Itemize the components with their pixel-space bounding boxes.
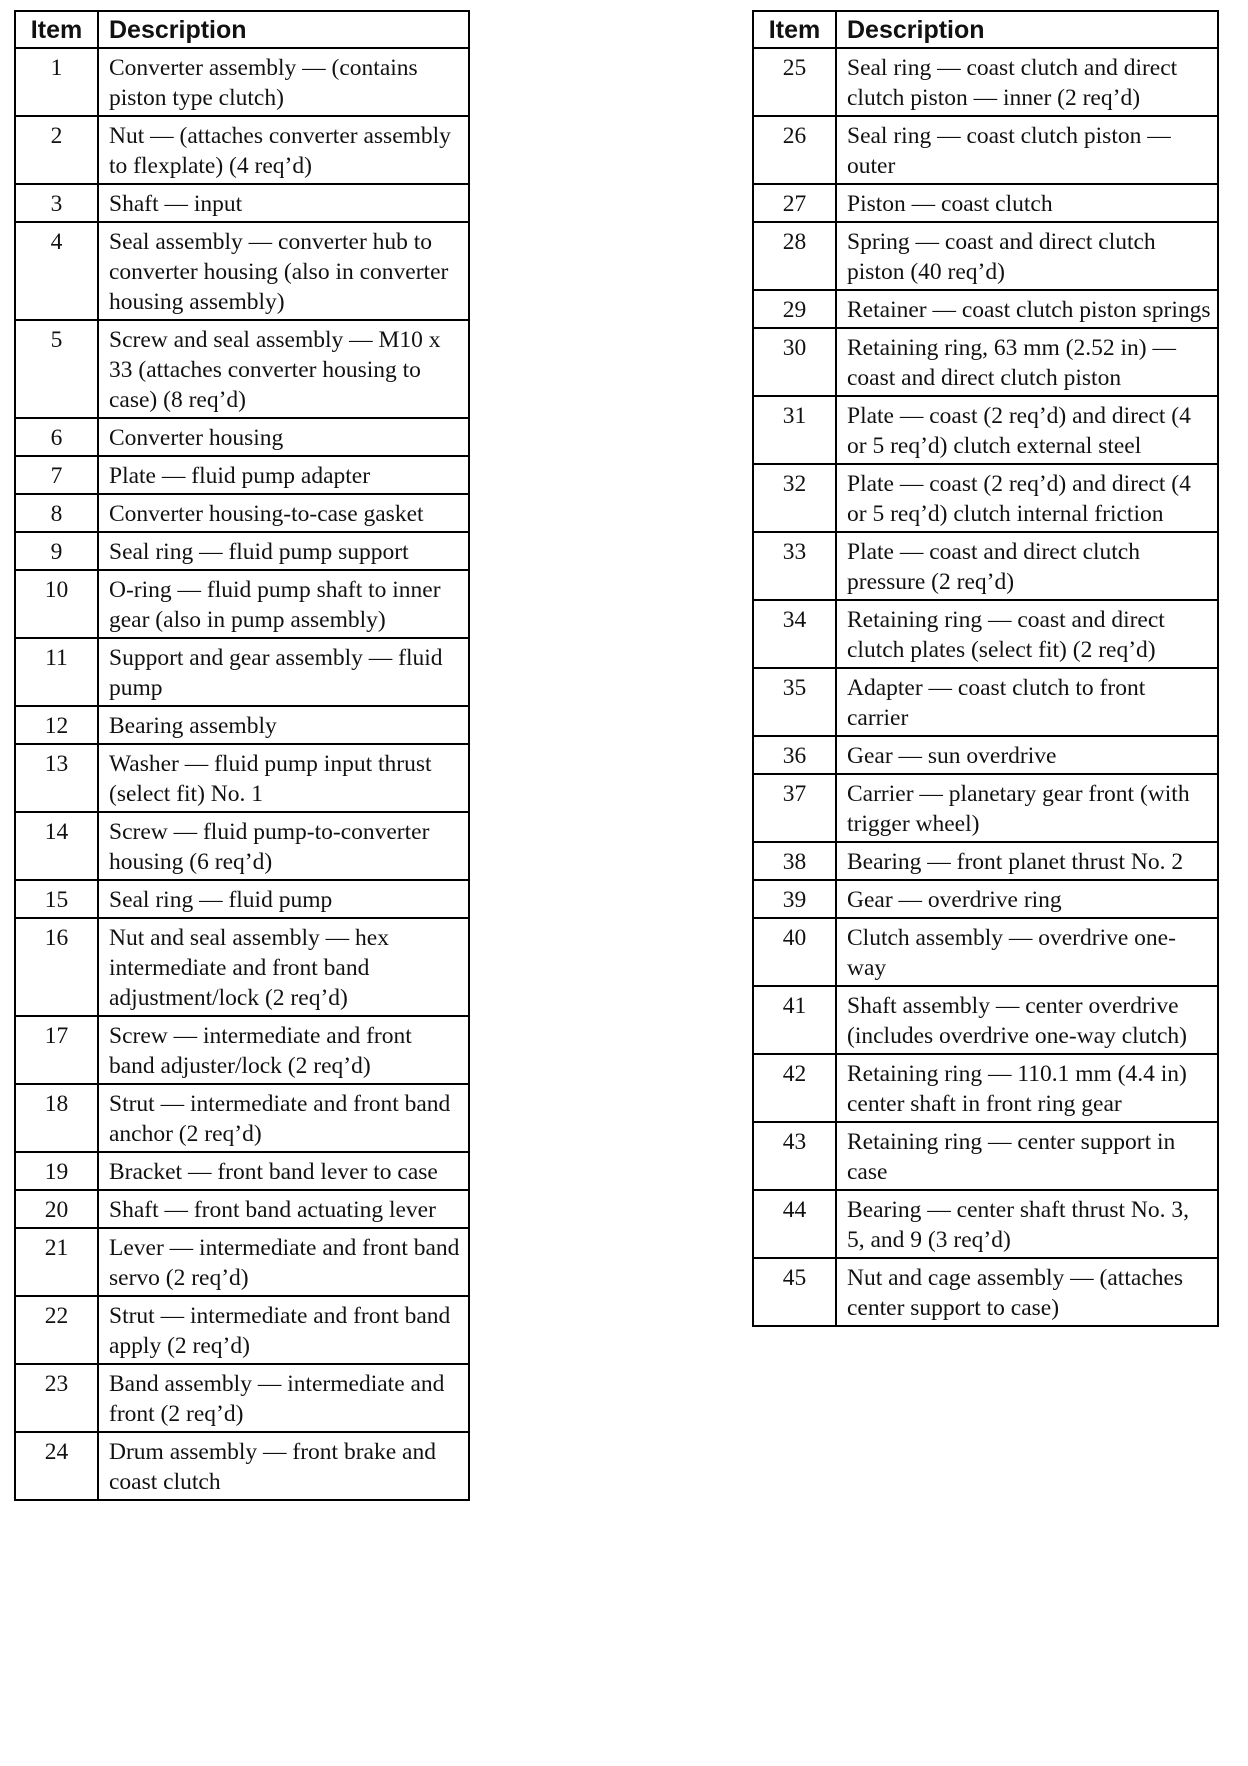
item-description: Screw — intermediate and front band adjuster/lock (2 req’d)	[98, 1016, 469, 1084]
table-row	[753, 328, 1218, 396]
item-description: Bracket — front band lever to case	[98, 1152, 469, 1190]
item-column-header: Item	[753, 11, 836, 48]
table-row	[753, 290, 1218, 328]
table-row	[15, 744, 469, 812]
table-row	[15, 570, 469, 638]
item-description: Converter assembly — (contains piston type clutch)	[98, 48, 469, 116]
table-row	[753, 396, 1218, 464]
item-number: 14	[15, 812, 98, 880]
item-description: Seal assembly — converter hub to converter housing (also in converter housing assembly)	[98, 222, 469, 320]
item-number: 18	[15, 1084, 98, 1152]
item-number: 24	[15, 1432, 98, 1500]
table-row	[15, 1432, 469, 1500]
table-row	[15, 706, 469, 744]
item-number: 12	[15, 706, 98, 744]
item-description: Bearing — front planet thrust No. 2	[836, 842, 1218, 880]
item-number: 36	[753, 736, 836, 774]
item-number: 39	[753, 880, 836, 918]
table-row	[753, 1190, 1218, 1258]
item-description: Spring — coast and direct clutch piston (40 req’d)	[836, 222, 1218, 290]
table-row	[753, 532, 1218, 600]
table-row	[753, 1258, 1218, 1326]
item-number: 30	[753, 328, 836, 396]
table-row	[753, 736, 1218, 774]
table-row	[753, 918, 1218, 986]
table-row	[15, 418, 469, 456]
item-number: 34	[753, 600, 836, 668]
table-row	[15, 184, 469, 222]
table-row	[15, 638, 469, 706]
item-description: Seal ring — fluid pump support	[98, 532, 469, 570]
item-number: 40	[753, 918, 836, 986]
table-row	[753, 464, 1218, 532]
table-row	[15, 222, 469, 320]
description-column-header: Description	[836, 11, 1218, 48]
table-row	[15, 1296, 469, 1364]
item-number: 29	[753, 290, 836, 328]
item-number: 42	[753, 1054, 836, 1122]
table-row	[753, 184, 1218, 222]
item-description: Seal ring — fluid pump	[98, 880, 469, 918]
item-number: 2	[15, 116, 98, 184]
table-row	[15, 812, 469, 880]
item-description: Screw and seal assembly — M10 x 33 (attaches converter housing to case) (8 req’d)	[98, 320, 469, 418]
table-row	[15, 494, 469, 532]
item-description: Adapter — coast clutch to front carrier	[836, 668, 1218, 736]
item-description: Nut and cage assembly — (attaches center support to case)	[836, 1258, 1218, 1326]
item-number: 26	[753, 116, 836, 184]
item-number: 32	[753, 464, 836, 532]
table-row	[15, 456, 469, 494]
parts-list-right	[753, 48, 1218, 1326]
item-number: 43	[753, 1122, 836, 1190]
item-number: 25	[753, 48, 836, 116]
item-description: Converter housing-to-case gasket	[98, 494, 469, 532]
item-description: Retaining ring — 110.1 mm (4.4 in) center shaft in front ring gear	[836, 1054, 1218, 1122]
item-number: 19	[15, 1152, 98, 1190]
table-row	[753, 600, 1218, 668]
item-number: 1	[15, 48, 98, 116]
item-description: Nut and seal assembly — hex intermediate and front band adjustment/lock (2 req’d)	[98, 918, 469, 1016]
item-description: Retaining ring — coast and direct clutch plates (select fit) (2 req’d)	[836, 600, 1218, 668]
item-description: O-ring — fluid pump shaft to inner gear (also in pump assembly)	[98, 570, 469, 638]
parts-table-right	[752, 10, 1219, 1327]
header-row	[753, 11, 1218, 48]
item-description: Plate — fluid pump adapter	[98, 456, 469, 494]
item-number: 17	[15, 1016, 98, 1084]
item-description: Retainer — coast clutch piston springs	[836, 290, 1218, 328]
table-row	[15, 1364, 469, 1432]
table-row	[15, 116, 469, 184]
table-row	[753, 774, 1218, 842]
item-description: Seal ring — coast clutch and direct clutch piston — inner (2 req’d)	[836, 48, 1218, 116]
item-description: Lever — intermediate and front band servo (2 req’d)	[98, 1228, 469, 1296]
item-number: 31	[753, 396, 836, 464]
item-number: 16	[15, 918, 98, 1016]
item-description: Band assembly — intermediate and front (2 req’d)	[98, 1364, 469, 1432]
table-row	[15, 1016, 469, 1084]
item-description: Carrier — planetary gear front (with trigger wheel)	[836, 774, 1218, 842]
item-description: Strut — intermediate and front band anchor (2 req’d)	[98, 1084, 469, 1152]
item-number: 4	[15, 222, 98, 320]
table-row	[15, 1190, 469, 1228]
item-number: 35	[753, 668, 836, 736]
item-number: 45	[753, 1258, 836, 1326]
header-row	[15, 11, 469, 48]
item-number: 41	[753, 986, 836, 1054]
item-number: 8	[15, 494, 98, 532]
table-row	[753, 668, 1218, 736]
item-description: Screw — fluid pump-to-converter housing (6 req’d)	[98, 812, 469, 880]
item-number: 7	[15, 456, 98, 494]
item-number: 23	[15, 1364, 98, 1432]
item-description: Seal ring — coast clutch piston — outer	[836, 116, 1218, 184]
item-number: 27	[753, 184, 836, 222]
table-row	[15, 320, 469, 418]
table-row	[15, 880, 469, 918]
table-row	[753, 986, 1218, 1054]
item-description: Gear — sun overdrive	[836, 736, 1218, 774]
item-number: 37	[753, 774, 836, 842]
item-description: Clutch assembly — overdrive one-way	[836, 918, 1218, 986]
item-number: 15	[15, 880, 98, 918]
item-description: Converter housing	[98, 418, 469, 456]
item-number: 33	[753, 532, 836, 600]
item-number: 20	[15, 1190, 98, 1228]
item-number: 28	[753, 222, 836, 290]
item-description: Shaft assembly — center overdrive (includes overdrive one-way clutch)	[836, 986, 1218, 1054]
item-description: Bearing — center shaft thrust No. 3, 5, and 9 (3 req’d)	[836, 1190, 1218, 1258]
item-number: 5	[15, 320, 98, 418]
item-number: 11	[15, 638, 98, 706]
item-number: 3	[15, 184, 98, 222]
table-row	[15, 1084, 469, 1152]
table-row	[15, 48, 469, 116]
table-row	[753, 116, 1218, 184]
item-description: Gear — overdrive ring	[836, 880, 1218, 918]
item-number: 6	[15, 418, 98, 456]
item-description: Plate — coast (2 req’d) and direct (4 or 5 req’d) clutch external steel	[836, 396, 1218, 464]
table-row	[753, 48, 1218, 116]
table-row	[15, 1228, 469, 1296]
item-description: Washer — fluid pump input thrust (select fit) No. 1	[98, 744, 469, 812]
item-description: Bearing assembly	[98, 706, 469, 744]
item-number: 9	[15, 532, 98, 570]
item-description: Plate — coast (2 req’d) and direct (4 or 5 req’d) clutch internal friction	[836, 464, 1218, 532]
item-number: 44	[753, 1190, 836, 1258]
item-number: 38	[753, 842, 836, 880]
item-number: 21	[15, 1228, 98, 1296]
item-description: Piston — coast clutch	[836, 184, 1218, 222]
item-description: Drum assembly — front brake and coast clutch	[98, 1432, 469, 1500]
table-row	[753, 1054, 1218, 1122]
table-row	[753, 222, 1218, 290]
table-row	[753, 880, 1218, 918]
item-description: Retaining ring, 63 mm (2.52 in) — coast and direct clutch piston	[836, 328, 1218, 396]
item-description: Retaining ring — center support in case	[836, 1122, 1218, 1190]
item-description: Shaft — front band actuating lever	[98, 1190, 469, 1228]
table-row	[15, 532, 469, 570]
item-description: Strut — intermediate and front band apply (2 req’d)	[98, 1296, 469, 1364]
table-row	[15, 1152, 469, 1190]
item-description: Nut — (attaches converter assembly to flexplate) (4 req’d)	[98, 116, 469, 184]
item-column-header: Item	[15, 11, 98, 48]
parts-list-left	[15, 48, 469, 1500]
item-description: Shaft — input	[98, 184, 469, 222]
item-number: 10	[15, 570, 98, 638]
table-row	[15, 918, 469, 1016]
description-column-header: Description	[98, 11, 469, 48]
table-row	[753, 842, 1218, 880]
item-description: Support and gear assembly — fluid pump	[98, 638, 469, 706]
item-number: 22	[15, 1296, 98, 1364]
parts-table-left	[14, 10, 470, 1501]
item-description: Plate — coast and direct clutch pressure (2 req’d)	[836, 532, 1218, 600]
item-number: 13	[15, 744, 98, 812]
table-row	[753, 1122, 1218, 1190]
